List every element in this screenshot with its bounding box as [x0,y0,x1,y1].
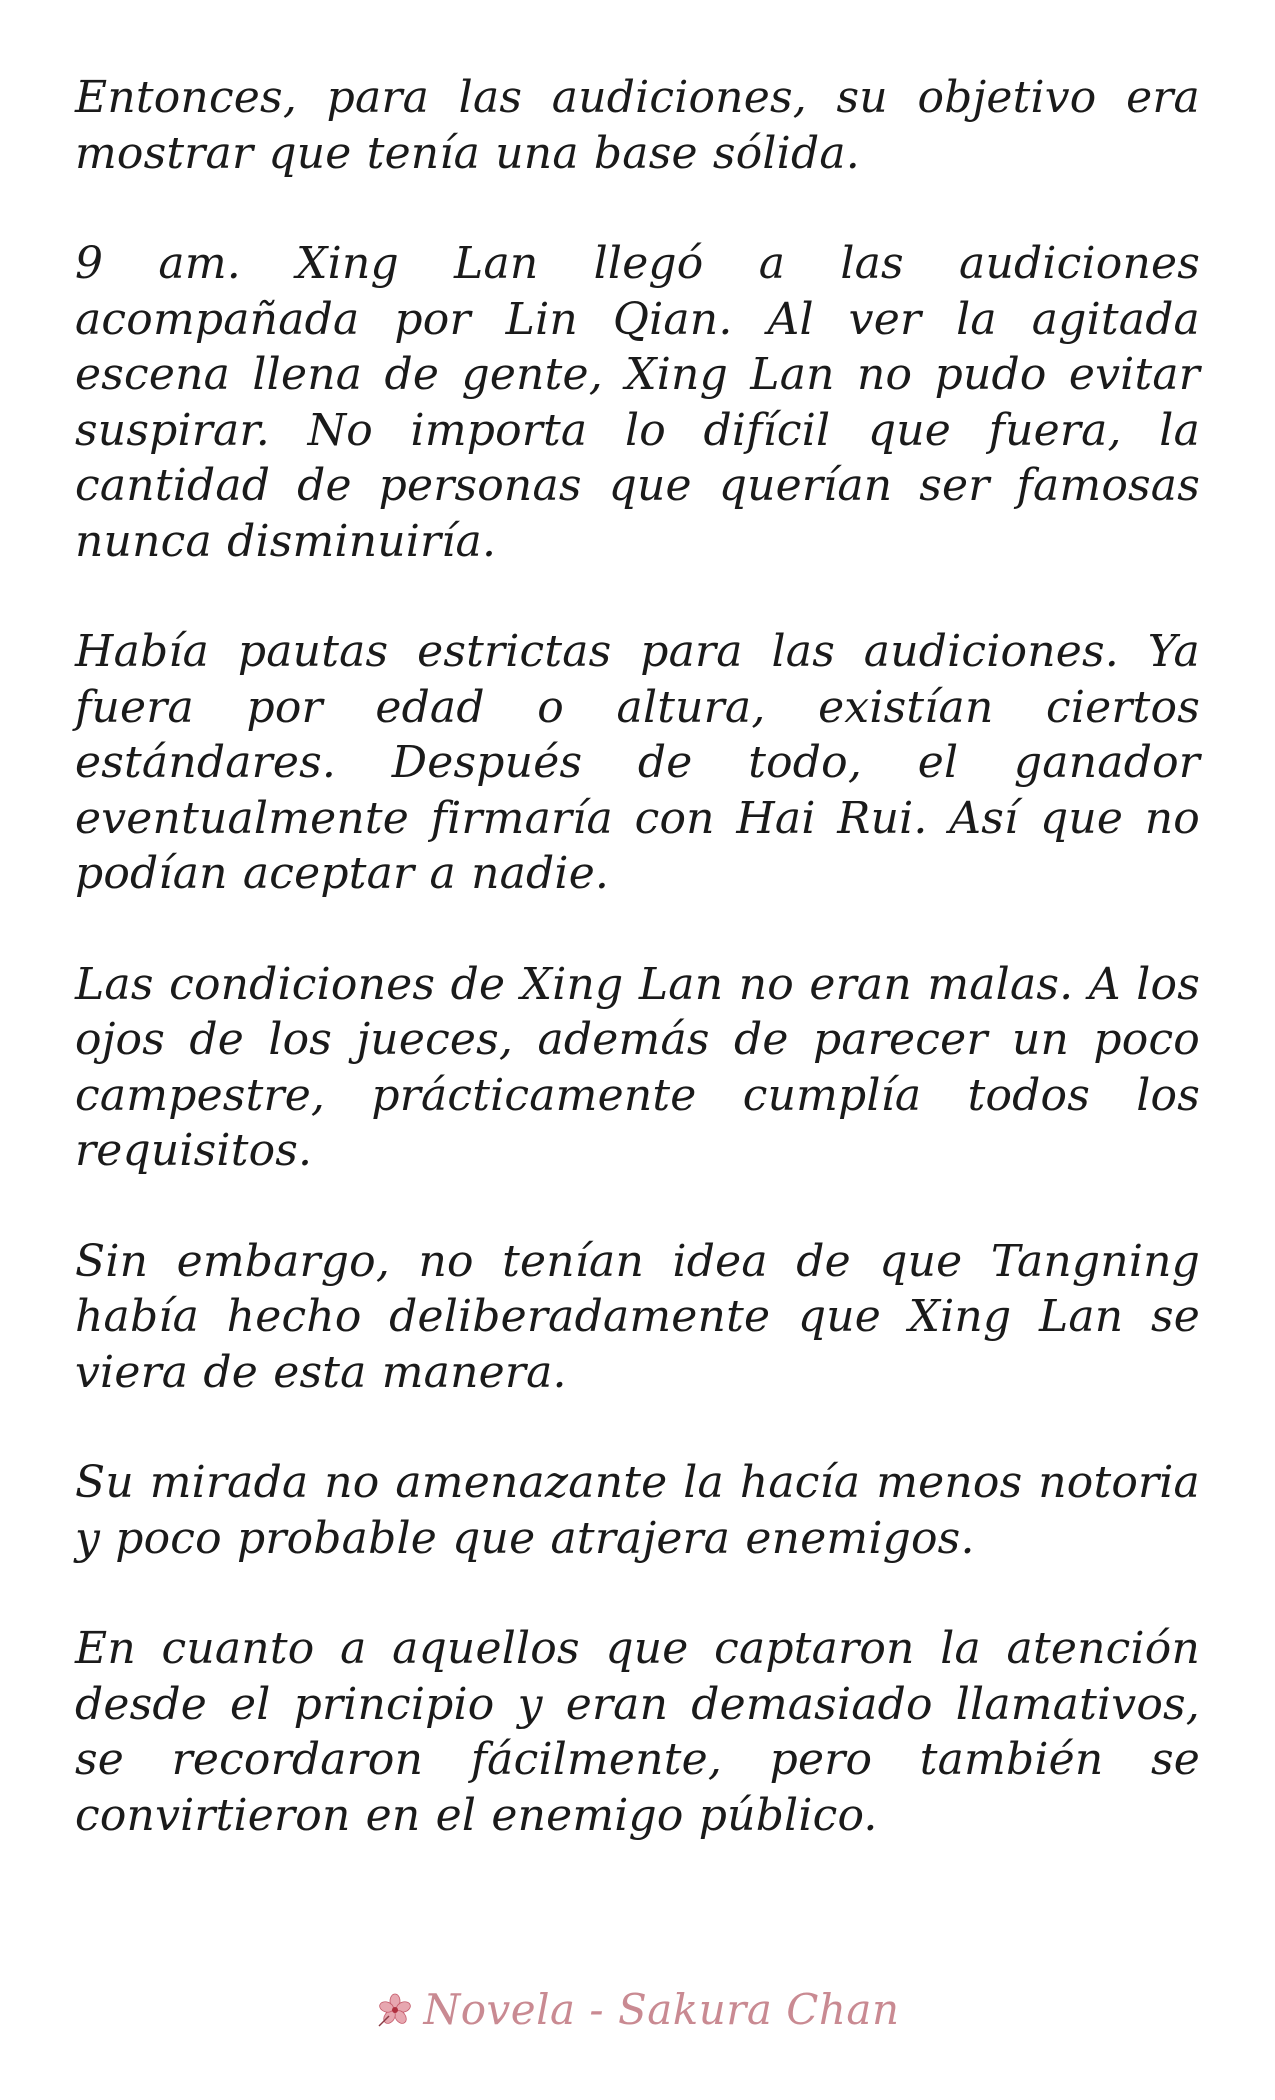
document-body [75,70,1200,1898]
paragraph-5: Sin embargo, no tenían idea de que Tangning había hecho deliberadamente que Xing Lan se viera de esta manera. [75,1235,1200,1398]
paragraph-3: Había pautas estrictas para las audiciones. Ya fuera por edad o altura, existían ciertos estándares. Después de todo, el ganador eventualmente firmaría con Hai Rui. Así que no podían aceptar a nadie. [75,626,1200,899]
sakura-flower-icon [375,1990,415,2030]
watermark-text: Novela - Sakura Chan [423,1985,900,2034]
paragraph-2: 9 am. Xing Lan llegó a las audiciones acompañada por Lin Qian. Al ver la agitada escena llena de gente, Xing Lan no pudo evitar suspirar. No importa lo difícil que fuera, la cantidad de personas que querían ser famosas nunca disminuiría. [75,238,1200,567]
paragraph-7: En cuanto a aquellos que captaron la atención desde el principio y eran demasiado llamativos, se recordaron fácilmente, pero también se convirtieron en el enemigo público. [75,1623,1200,1841]
paragraph-4: Las condiciones de Xing Lan no eran malas. A los ojos de los jueces, además de parecer un poco campestre, prácticamente cumplía todos los requisitos. [75,958,1200,1176]
paragraph-6: Su mirada no amenazante la hacía menos notoria y poco probable que atrajera enemigos. [75,1457,1200,1564]
watermark-footer [0,1985,1275,2034]
paragraph-1: Entonces, para las audiciones, su objetivo era mostrar que tenía una base sólida. [75,72,1200,179]
